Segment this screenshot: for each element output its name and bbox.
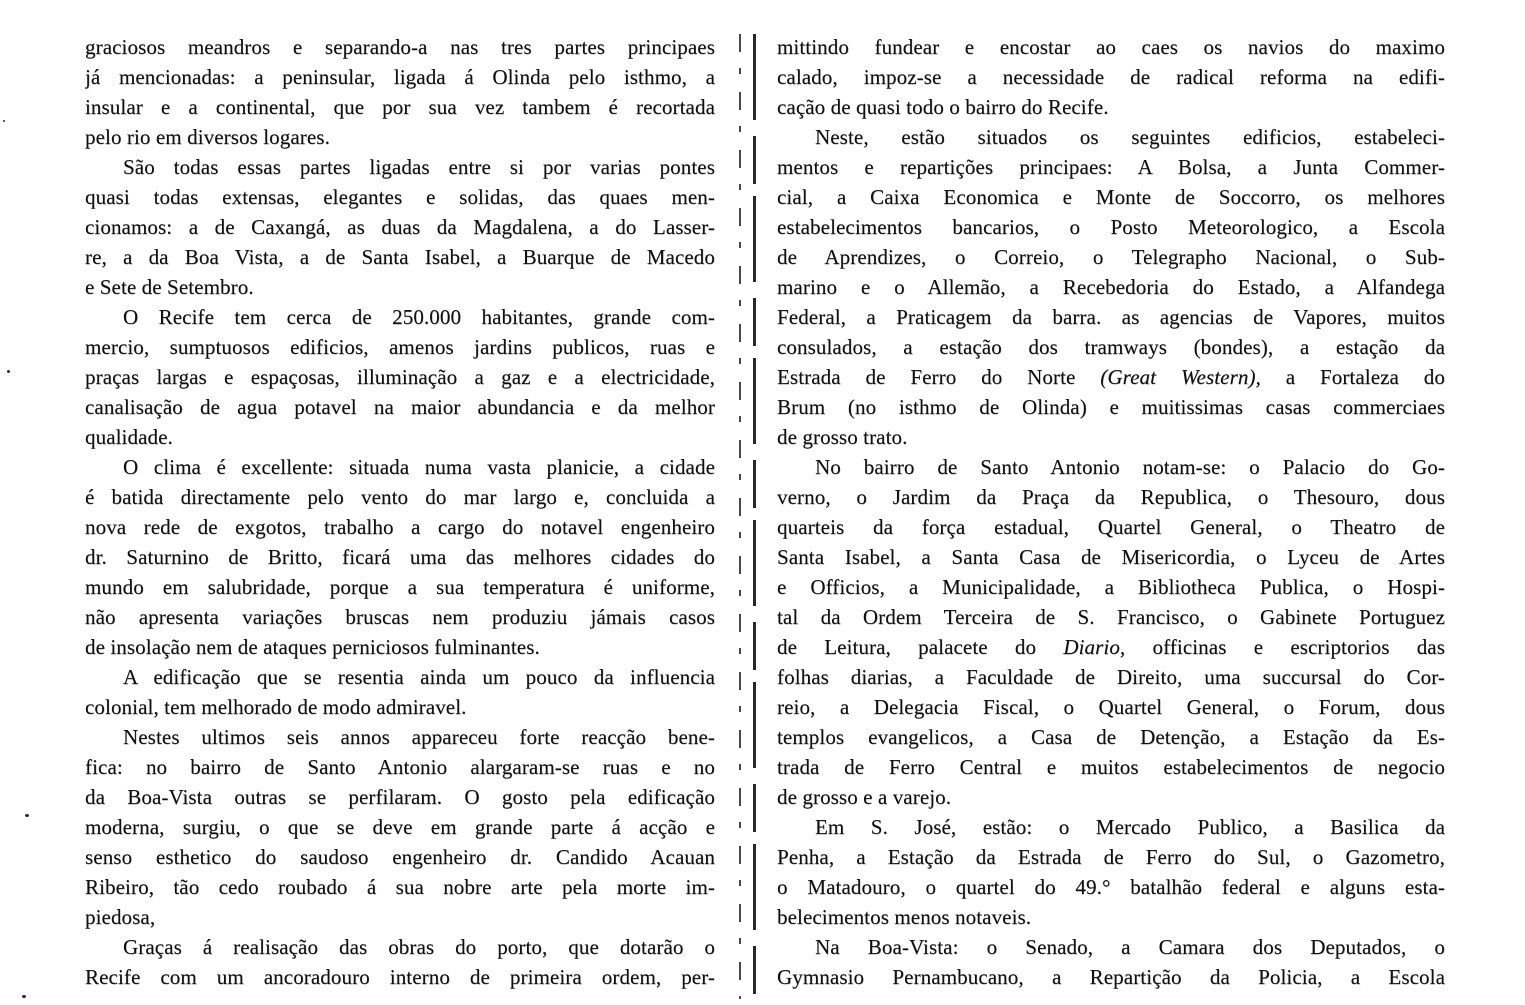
text-line: já mencionadas: a peninsular, ligada á Olinda pelo isthmo, a (85, 65, 715, 89)
text-segment: Estrada de Ferro do Norte (777, 365, 1101, 389)
text-line: de Aprendizes, o Correio, o Telegrapho Nacional, o Sub- (777, 245, 1445, 269)
text-line: Na Boa-Vista: o Senado, a Camara dos Deputados, o (815, 935, 1445, 959)
text-line: praças largas e espaçosas, illuminação a gaz e a electricidade, (85, 365, 715, 389)
text-line: estabelecimentos bancarios, o Posto Meteorologico, a Escola (777, 215, 1445, 239)
scan-noise-speck (7, 370, 10, 373)
scan-noise-speck (22, 995, 26, 998)
text-line (777, 362, 1445, 392)
column-divider-left-rule (739, 34, 741, 999)
italic-text-segment: Diario, (1063, 635, 1126, 659)
text-line: No bairro de Santo Antonio notam-se: o Palacio do Go- (815, 455, 1445, 479)
text-line: re, a da Boa Vista, a de Santa Isabel, a Buarque de Macedo (85, 245, 715, 269)
text-segment: officinas e escriptorios das (1125, 635, 1445, 659)
text-line: canalisação de agua potavel na maior abundancia e da melhor (85, 395, 715, 419)
text-line: folhas diarias, a Faculdade de Direito, uma succursal do Cor- (777, 665, 1445, 689)
text-line: A edificação que se resentia ainda um pouco da influencia (123, 665, 715, 689)
text-line: Federal, a Praticagem da barra. as agencias de Vapores, muitos (777, 305, 1445, 329)
text-line: não apresenta variações bruscas nem produziu jámais casos (85, 605, 715, 629)
text-line: mentos e repartições principaes: A Bolsa, a Junta Commer- (777, 155, 1445, 179)
text-line: calado, impoz-se a necessidade de radical reforma na edifi- (777, 65, 1445, 89)
text-line: tal da Ordem Terceira de S. Francisco, o Gabinete Portuguez (777, 605, 1445, 629)
text-line: moderna, surgiu, o que se deve em grande parte á acção e (85, 815, 715, 839)
text-line: Recife com um ancoradouro interno de primeira ordem, per- (85, 965, 715, 989)
text-line: e Officios, a Municipalidade, a Bibliotheca Publica, o Hospi- (777, 575, 1445, 599)
text-line: senso esthetico do saudoso engenheiro dr. Candido Acauan (85, 845, 715, 869)
text-line: cionamos: a de Caxangá, as duas da Magdalena, a do Lasser- (85, 215, 715, 239)
text-line: mundo em salubridade, porque a sua temperatura é uniforme, (85, 575, 715, 599)
text-line: verno, o Jardim da Praça da Republica, o Thesouro, dous (777, 485, 1445, 509)
text-line: O clima é excellente: situada numa vasta planicie, a cidade (123, 455, 715, 479)
text-line: Penha, a Estação da Estrada de Ferro do Sul, o Gazometro, (777, 845, 1445, 869)
text-segment: de Leitura, palacete do (777, 635, 1064, 659)
text-line: fica: no bairro de Santo Antonio alargaram-se ruas e no (85, 755, 715, 779)
text-line: cação de quasi todo o bairro do Recife. (777, 95, 1109, 119)
text-line: mercio, sumptuosos edificios, amenos jardins publicos, ruas e (85, 335, 715, 359)
text-line: consulados, a estação dos tramways (bondes), a estação da (777, 335, 1445, 359)
text-line: o Matadouro, o quartel do 49.° batalhão federal e alguns esta- (777, 875, 1445, 899)
text-segment: a Fortaleza do (1260, 365, 1445, 389)
text-line: São todas essas partes ligadas entre si por varias pontes (123, 155, 715, 179)
text-line: Graças á realisação das obras do porto, que dotarão o (123, 935, 715, 959)
text-line: Brum (no isthmo de Olinda) e muitissimas casas commerciaes (777, 395, 1445, 419)
text-line: colonial, tem melhorado de modo admiravel. (85, 695, 467, 719)
text-line: reio, a Delegacia Fiscal, o Quartel General, o Forum, dous (777, 695, 1445, 719)
text-line: marino e o Allemão, a Recebedoria do Estado, a Alfandega (777, 275, 1445, 299)
scan-noise-speck (3, 120, 5, 122)
text-line: da Boa-Vista outras se perfilaram. O gosto pela edificação (85, 785, 715, 809)
text-line: trada de Ferro Central e muitos estabelecimentos de negocio (777, 755, 1445, 779)
column-divider-right-rule (753, 34, 756, 999)
text-line: Gymnasio Pernambucano, a Repartição da Policia, a Escola (777, 965, 1445, 989)
text-line: Ribeiro, tão cedo roubado á sua nobre arte pela morte im- (85, 875, 715, 899)
text-line: cial, a Caixa Economica e Monte de Soccorro, os melhores (777, 185, 1445, 209)
text-line: belecimentos menos notaveis. (777, 905, 1032, 929)
text-line: templos evangelicos, a Casa de Detenção, a Estação da Es- (777, 725, 1445, 749)
text-line: é batida directamente pelo vento do mar largo e, concluida a (85, 485, 715, 509)
text-line: O Recife tem cerca de 250.000 habitantes, grande com- (123, 305, 715, 329)
text-line: Nestes ultimos seis annos appareceu forte reacção bene- (123, 725, 715, 749)
text-line: qualidade. (85, 425, 173, 449)
text-line: insular e a continental, que por sua vez tambem é recortada (85, 95, 715, 119)
scan-noise-speck (25, 814, 29, 817)
text-line: pelo rio em diversos logares. (85, 125, 330, 149)
text-line: Em S. José, estão: o Mercado Publico, a Basilica da (815, 815, 1445, 839)
left-text-column (85, 32, 715, 992)
text-line: de grosso trato. (777, 425, 908, 449)
text-line: nova rede de exgotos, trabalho a cargo do notavel engenheiro (85, 515, 715, 539)
text-line: quasi todas extensas, elegantes e solidas, das quaes men- (85, 185, 715, 209)
text-line: de insolação nem de ataques perniciosos fulminantes. (85, 635, 540, 659)
right-text-column (777, 32, 1445, 992)
text-line: Santa Isabel, a Santa Casa de Misericordia, o Lyceu de Artes (777, 545, 1445, 569)
text-line: e Sete de Setembro. (85, 275, 254, 299)
text-line: Neste, estão situados os seguintes edificios, estabeleci- (815, 125, 1445, 149)
text-line: mittindo fundear e encostar ao caes os navios do maximo (777, 35, 1445, 59)
text-line: quarteis da força estadual, Quartel General, o Theatro de (777, 515, 1445, 539)
text-line (777, 632, 1445, 662)
text-line: graciosos meandros e separando-a nas tres partes principaes (85, 35, 715, 59)
text-line: piedosa, (85, 905, 156, 929)
text-line: de grosso e a varejo. (777, 785, 952, 809)
text-line: dr. Saturnino de Britto, ficará uma das melhores cidades do (85, 545, 715, 569)
italic-text-segment: (Great Western), (1100, 365, 1261, 389)
